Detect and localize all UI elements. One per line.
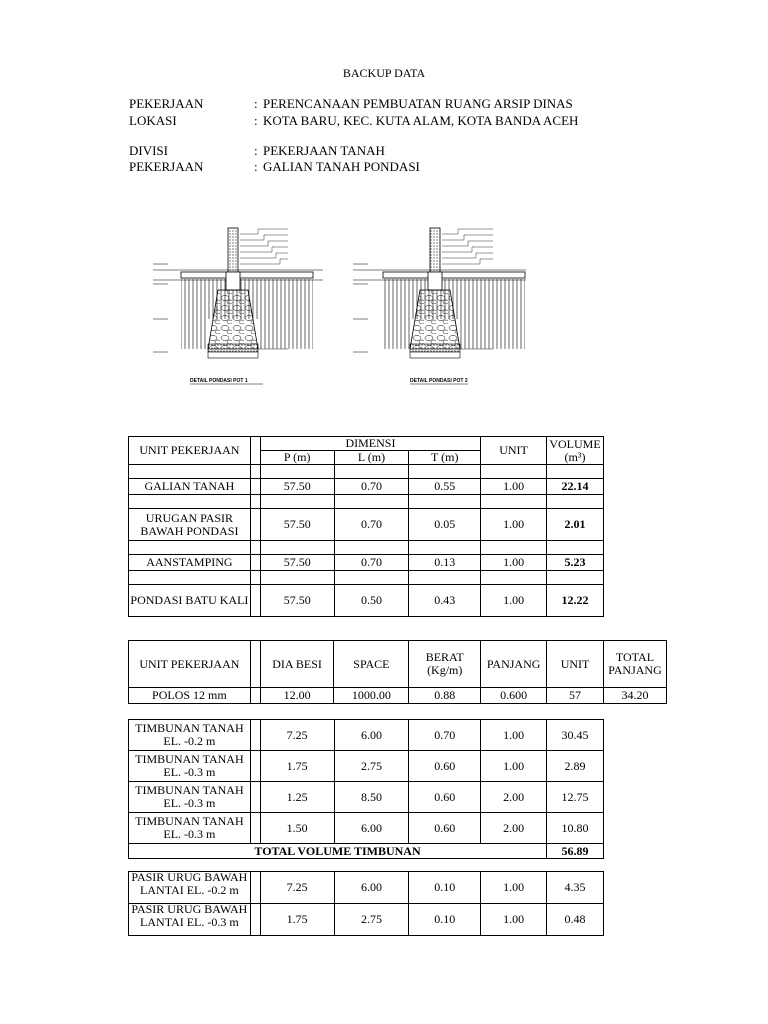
table-row: POLOS 12 mm 12.00 1000.00 0.88 0.600 57 34.20 bbox=[129, 688, 667, 704]
table-row: PASIR URUG BAWAH LANTAI EL. -0.3 m 1.75 2.75 0.10 1.00 0.48 bbox=[129, 904, 604, 936]
value-pekerjaan-2: GALIAN TANAH PONDASI bbox=[263, 159, 420, 174]
table-row: TIMBUNAN TANAH EL. -0.3 m 1.25 8.50 0.60 2.00 12.75 bbox=[129, 782, 604, 813]
fill-volume-table bbox=[128, 719, 604, 859]
total-volume-value: 56.89 bbox=[547, 844, 604, 859]
table-row: PASIR URUG BAWAH LANTAI EL. -0.2 m 7.25 6.00 0.10 1.00 4.35 bbox=[129, 872, 604, 904]
caption-pot-2: DETAIL PONDASI POT 2 bbox=[410, 378, 468, 384]
table-row: GALIAN TANAH 57.50 0.70 0.55 1.00 22.14 bbox=[129, 479, 604, 495]
header-dia-besi: DIA BESI bbox=[260, 641, 334, 688]
header-unit-pekerjaan: UNIT PEKERJAAN bbox=[129, 437, 251, 465]
header-unit: UNIT bbox=[481, 437, 547, 465]
separator: : bbox=[254, 113, 258, 128]
header-volume: VOLUME (m³) bbox=[546, 437, 603, 465]
value-lokasi: KOTA BARU, KEC. KUTA ALAM, KOTA BANDA ACEH bbox=[263, 113, 579, 128]
reinforcement-table bbox=[128, 640, 667, 704]
label-lokasi: LOKASI bbox=[129, 113, 177, 128]
spacer-cell bbox=[250, 437, 260, 465]
separator: : bbox=[254, 143, 258, 158]
table-row: TIMBUNAN TANAH EL. -0.3 m 1.50 6.00 0.60 2.00 10.80 bbox=[129, 813, 604, 844]
table-row: TIMBUNAN TANAH EL. -0.2 m 7.25 6.00 0.70 1.00 30.45 bbox=[129, 720, 604, 751]
document-title: BACKUP DATA bbox=[342, 66, 426, 80]
header-berat: BERAT (Kg/m) bbox=[409, 641, 481, 688]
value-pekerjaan: PERENCANAAN PEMBUATAN RUANG ARSIP DINAS bbox=[263, 96, 573, 111]
total-volume-label: TOTAL VOLUME TIMBUNAN bbox=[129, 844, 547, 859]
header-unit: UNIT bbox=[547, 641, 604, 688]
dimension-table bbox=[128, 436, 604, 617]
header-space: SPACE bbox=[334, 641, 409, 688]
spacer-cell bbox=[250, 641, 260, 688]
table-row: AANSTAMPING 57.50 0.70 0.13 1.00 5.23 bbox=[129, 555, 604, 571]
detail-pot-2 bbox=[353, 228, 526, 384]
header-l: L (m) bbox=[334, 451, 409, 465]
header-p: P (m) bbox=[260, 451, 334, 465]
label-pekerjaan: PEKERJAAN bbox=[129, 96, 204, 111]
table-row: PONDASI BATU KALI 57.50 0.50 0.43 1.00 12.22 bbox=[129, 585, 604, 617]
sand-fill-table bbox=[128, 871, 604, 936]
caption-pot-1: DETAIL PONDASI POT 1 bbox=[190, 378, 248, 384]
total-row bbox=[129, 844, 604, 859]
header-t: T (m) bbox=[409, 451, 481, 465]
header-dimensi: DIMENSI bbox=[260, 437, 480, 451]
header-unit-pekerjaan: UNIT PEKERJAAN bbox=[129, 641, 251, 688]
header-total-panjang: TOTAL PANJANG bbox=[603, 641, 666, 688]
table-row: URUGAN PASIR BAWAH PONDASI 57.50 0.70 0.05 1.00 2.01 bbox=[129, 509, 604, 541]
detail-pot-1 bbox=[153, 228, 323, 384]
header-panjang: PANJANG bbox=[481, 641, 547, 688]
separator: : bbox=[254, 96, 258, 111]
label-pekerjaan-2: PEKERJAAN bbox=[129, 159, 204, 174]
label-divisi: DIVISI bbox=[129, 143, 168, 158]
separator: : bbox=[254, 159, 258, 174]
table-row: TIMBUNAN TANAH EL. -0.3 m 1.75 2.75 0.60 1.00 2.89 bbox=[129, 751, 604, 782]
value-divisi: PEKERJAAN TANAH bbox=[263, 143, 385, 158]
foundation-detail-drawing bbox=[148, 224, 528, 404]
